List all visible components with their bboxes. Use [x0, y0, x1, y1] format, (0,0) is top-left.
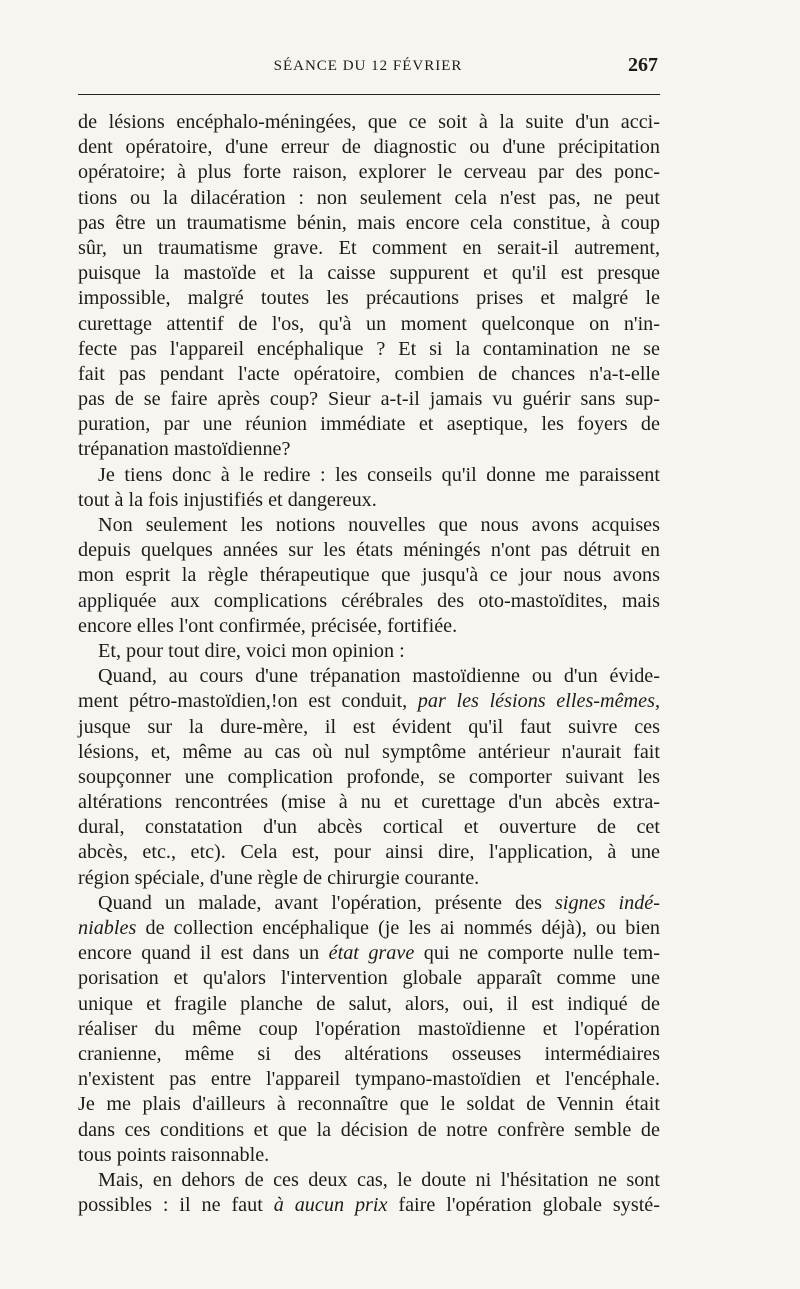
text-line	[78, 1193, 660, 1218]
text-segment: impossible, malgré toutes les précautions prises et malgré le	[78, 287, 660, 310]
text-segment: curettage attentif de l'os, qu'à un moment quelconque on n'in-	[78, 312, 660, 335]
text-segment: pas de se faire après coup? Sieur a-t-il jamais vu guérir sans sup-	[78, 388, 660, 411]
text-segment: dural, constatation d'un abcès cortical et ouverture de cet	[78, 816, 660, 839]
text-line	[78, 941, 660, 966]
text-line	[78, 160, 660, 185]
italic-text: niables	[78, 917, 137, 939]
text-segment: porisation et qu'alors l'intervention globale apparaît comme une	[78, 967, 660, 990]
text-line	[78, 312, 660, 337]
text-line	[78, 966, 660, 991]
text-segment: Non seulement les notions nouvelles que nous avons acquises	[98, 514, 660, 536]
text-segment: qui ne comporte nulle tem-	[414, 942, 660, 965]
text-segment: unique et fragile planche de salut, alors, oui, il est indiqué de	[78, 992, 660, 1015]
text-segment: tions ou la dilacération : non seulement cela n'est pas, ne peut	[78, 186, 660, 209]
header-rule	[78, 94, 660, 95]
italic-text: état grave	[328, 942, 415, 965]
text-segment: possibles : il ne faut	[78, 1194, 274, 1217]
text-line	[78, 488, 660, 513]
text-segment: fait pas pendant l'acte opératoire, combien de chances n'a-t-elle	[78, 362, 660, 385]
text-segment: tous points raisonnable.	[78, 1143, 270, 1166]
text-segment: Mais, en dehors de ces deux cas, le doute ni l'hésitation ne sont	[98, 1168, 660, 1191]
text-segment: cranienne, même si des altérations osseuses intermédiaires	[78, 1042, 660, 1065]
text-line	[78, 286, 660, 311]
running-head-title: SÉANCE DU 12 FÉVRIER	[273, 58, 463, 74]
text-segment: pas être un traumatisme bénin, mais encore cela constitue, à coup	[78, 211, 660, 234]
text-line	[78, 866, 660, 891]
text-line	[78, 412, 660, 437]
text-line	[78, 790, 660, 815]
text-line	[78, 916, 660, 941]
text-line	[78, 563, 660, 588]
text-segment: Quand, au cours d'une trépanation mastoïdienne ou d'un évide-	[98, 665, 660, 688]
text-line	[78, 186, 660, 211]
text-segment: puisque la mastoïde et la caisse suppurent et qu'il est presque	[78, 262, 660, 285]
text-segment: depuis quelques années sur les états méningés n'ont pas détruit en	[78, 539, 660, 562]
text-line	[78, 992, 660, 1017]
text-line	[78, 437, 660, 462]
text-line	[78, 261, 660, 286]
text-segment: ,	[654, 690, 661, 713]
text-segment: fecte pas l'appareil encéphalique ? Et si la contamination ne se	[78, 337, 660, 360]
text-segment: Je tiens donc à le redire : les conseils qu'il donne me paraissent	[98, 463, 660, 486]
text-line	[78, 689, 660, 714]
text-segment: dent opératoire, d'une erreur de diagnostic ou d'une précipitation	[78, 136, 660, 159]
text-line	[78, 538, 660, 563]
body-text	[78, 110, 660, 1218]
text-segment: faire l'opération globale systé-	[387, 1194, 660, 1217]
text-segment: altérations rencontrées (mise à nu et curettage d'un abcès extra-	[78, 791, 660, 814]
text-segment: sûr, un traumatisme grave. Et comment en serait-il autrement,	[78, 236, 660, 259]
text-line	[78, 1092, 660, 1117]
text-segment: puration, par une réunion immédiate et aseptique, les foyers de	[78, 413, 660, 436]
text-segment: n'existent pas entre l'appareil tympano-mastoïdien et l'encéphale.	[78, 1068, 660, 1091]
text-line	[78, 135, 660, 160]
text-segment: jusque sur la dure-mère, il est évident qu'il faut suivre ces	[78, 715, 660, 738]
text-line	[78, 1118, 660, 1143]
text-segment: réaliser du même coup l'opération mastoïdienne et l'opération	[78, 1017, 660, 1040]
text-segment: opératoire; à plus forte raison, explorer le cerveau par des ponc-	[78, 161, 660, 184]
text-line	[78, 513, 660, 538]
text-segment: encore quand il est dans un	[78, 942, 329, 965]
text-segment: mon esprit la règle thérapeutique que jusqu'à ce jour nous avons	[78, 564, 660, 587]
text-line	[78, 1017, 660, 1042]
page-number: 267	[628, 54, 658, 76]
text-line	[78, 463, 660, 488]
text-segment: abcès, etc., etc). Cela est, pour ainsi dire, l'application, à une	[78, 841, 660, 864]
text-line	[78, 1042, 660, 1067]
italic-text: par les lésions elles-mêmes	[417, 690, 655, 713]
text-line	[78, 110, 660, 135]
text-segment: tout à la fois injustifiés et dangereux.	[78, 488, 377, 511]
text-segment: Quand un malade, avant l'opération, présente des	[98, 891, 555, 914]
text-line	[78, 1067, 660, 1092]
text-segment: de collection encéphalique (je les ai nommés déjà), ou bien	[136, 917, 660, 939]
running-head	[78, 52, 658, 82]
text-line	[78, 891, 660, 916]
text-segment: appliquée aux complications cérébrales des oto-mastoïdites, mais	[78, 589, 660, 612]
text-line	[78, 589, 660, 614]
text-segment: dans ces conditions et que la décision de notre confrère semble de	[78, 1118, 660, 1141]
text-line	[78, 664, 660, 689]
text-segment: de lésions encéphalo-méningées, que ce soit à la suite d'un acci-	[78, 111, 660, 133]
text-line	[78, 362, 660, 387]
text-segment: Et, pour tout dire, voici mon opinion :	[98, 639, 405, 662]
text-line	[78, 211, 660, 236]
text-line	[78, 840, 660, 865]
text-line	[78, 387, 660, 412]
text-segment: Je me plais d'ailleurs à reconnaître que le soldat de Vennin était	[78, 1093, 660, 1116]
text-segment: trépanation mastoïdienne?	[78, 438, 291, 461]
text-line	[78, 236, 660, 261]
text-line	[78, 1143, 660, 1168]
text-line	[78, 614, 660, 639]
text-line	[78, 337, 660, 362]
text-line	[78, 639, 660, 664]
text-line	[78, 715, 660, 740]
italic-text: signes indé-	[555, 891, 660, 914]
text-segment: région spéciale, d'une règle de chirurgie courante.	[78, 866, 480, 889]
text-segment: lésions, et, même au cas où nul symptôme antérieur n'aurait fait	[78, 740, 660, 763]
text-line	[78, 1168, 660, 1193]
text-segment: ment pétro-mastoïdien,!on est conduit,	[78, 690, 418, 713]
italic-text: à aucun prix	[273, 1194, 388, 1217]
text-segment: encore elles l'ont confirmée, précisée, fortifiée.	[78, 614, 458, 637]
text-segment: soupçonner une complication profonde, se comporter suivant les	[78, 765, 660, 788]
text-line	[78, 815, 660, 840]
text-line	[78, 765, 660, 790]
text-line	[78, 740, 660, 765]
